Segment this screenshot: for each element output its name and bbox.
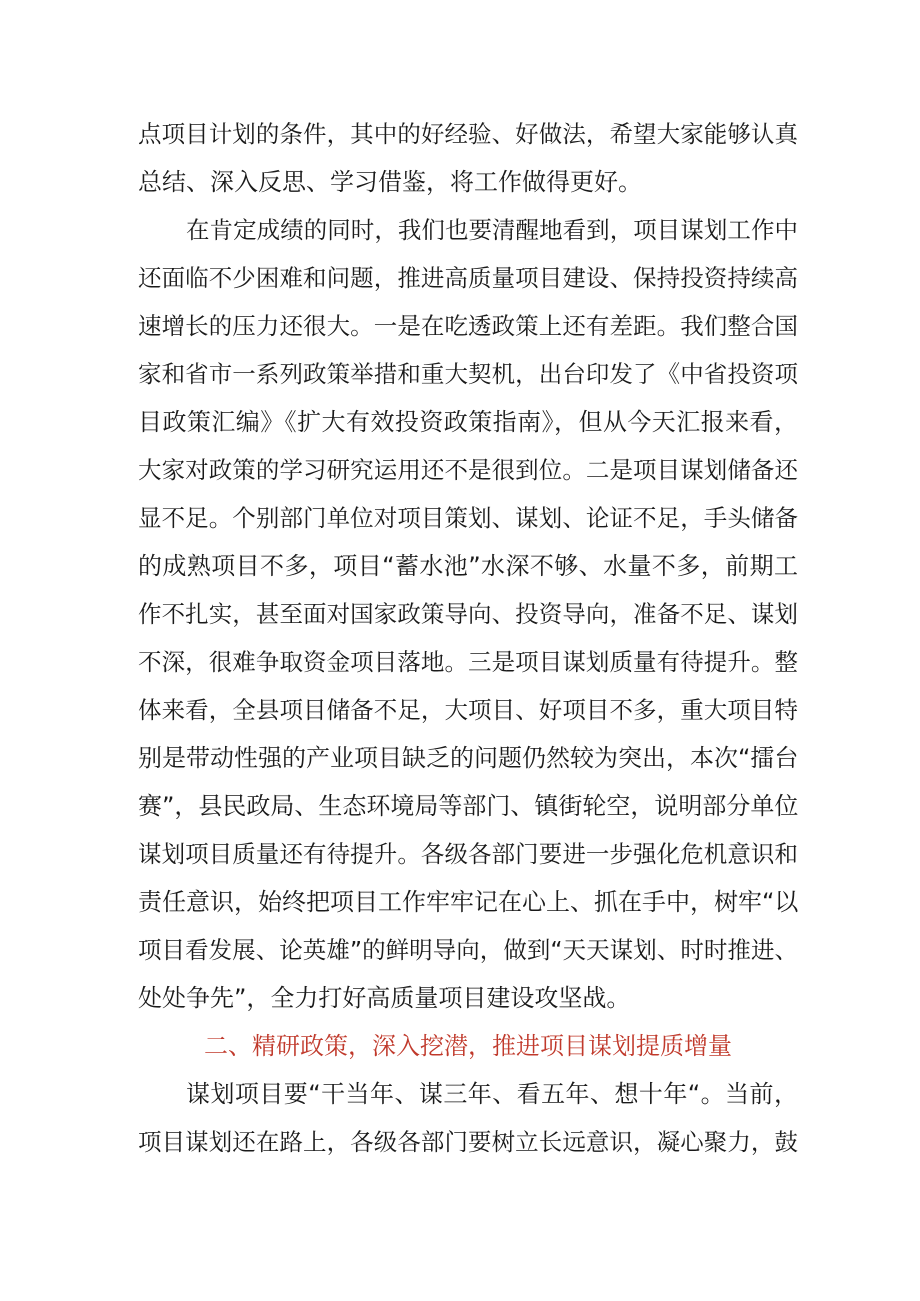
paragraph-line: 处处争先”，全力打好高质量项目建设攻坚战。	[138, 984, 631, 1012]
paragraph-line: 项目谋划还在路上，各级各部门要树立长远意识，凝心聚力，鼓	[138, 1128, 798, 1156]
section-heading: 二、精研政策，深入挖潜，推进项目谋划提质增量	[204, 1032, 732, 1060]
paragraph-line: 点项目计划的条件，其中的好经验、好做法，希望大家能够认真	[138, 120, 798, 148]
paragraph-line: 谋划项目质量还有待提升。各级各部门要进一步强化危机意识和	[138, 840, 798, 868]
paragraph-line: 大家对政策的学习研究运用还不是很到位。二是项目谋划储备还	[138, 456, 798, 484]
paragraph-line: 总结、深入反思、学习借鉴，将工作做得更好。	[138, 168, 642, 196]
paragraph-line: 责任意识，始终把项目工作牢牢记在心上、抓在手中，树牢“以	[138, 888, 799, 916]
paragraph-line: 家和省市一系列政策举措和重大契机，出台印发了《中省投资项	[138, 360, 798, 388]
paragraph-line: 在肯定成绩的同时，我们也要清醒地看到，项目谋划工作中	[186, 216, 798, 244]
paragraph-line: 不深，很难争取资金项目落地。三是项目谋划质量有待提升。整	[138, 648, 798, 676]
paragraph-line: 作不扎实，甚至面对国家政策导向、投资导向，准备不足、谋划	[138, 600, 798, 628]
paragraph-line: 别是带动性强的产业项目缺乏的问题仍然较为突出，本次“擂台	[138, 744, 799, 772]
paragraph-line: 速增长的压力还很大。一是在吃透政策上还有差距。我们整合国	[138, 312, 798, 340]
paragraph-line: 体来看，全县项目储备不足，大项目、好项目不多，重大项目特	[138, 696, 798, 724]
paragraph-line: 目政策汇编》《扩大有效投资政策指南》，但从今天汇报来看，	[138, 408, 798, 436]
paragraph-line: 的成熟项目不多，项目“蓄水池”水深不够、水量不多，前期工	[138, 552, 798, 580]
paragraph-line: 显不足。个别部门单位对项目策划、谋划、论证不足，手头储备	[138, 504, 798, 532]
paragraph-line: 赛”，县民政局、生态环境局等部门、镇街轮空，说明部分单位	[138, 792, 799, 820]
paragraph-line: 还面临不少困难和问题，推进高质量项目建设、保持投资持续高	[138, 264, 798, 292]
paragraph-line: 项目看发展、论英雄”的鲜明导向，做到“天天谋划、时时推进、	[138, 936, 798, 964]
paragraph-line: 谋划项目要“干当年、谋三年、看五年、想十年“。当前，	[186, 1080, 798, 1108]
